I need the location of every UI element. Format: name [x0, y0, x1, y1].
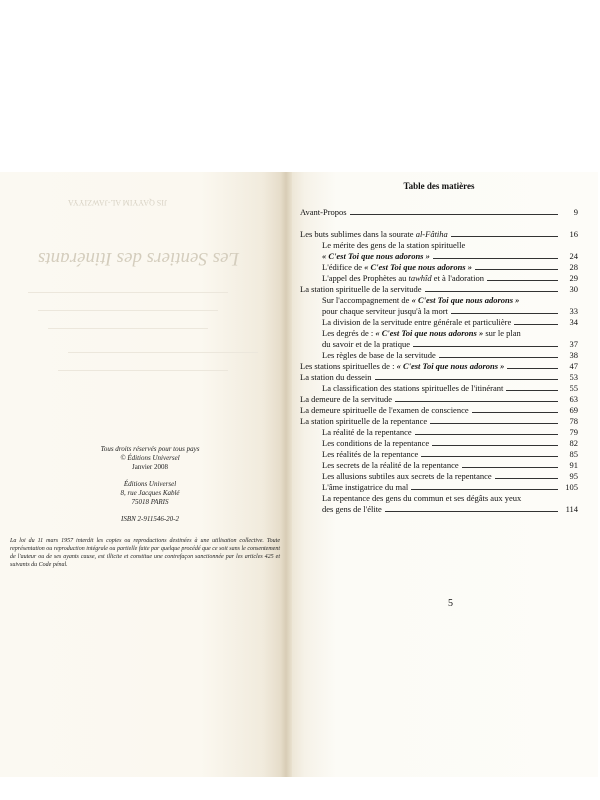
toc-leader	[495, 478, 558, 479]
toc-leader	[413, 346, 558, 347]
toc-entry-title	[300, 339, 410, 349]
toc-text: La station spirituelle de la repentance	[300, 416, 428, 426]
toc-entry[interactable]	[300, 327, 578, 338]
toc-leader	[507, 368, 558, 369]
toc-entry-title	[300, 284, 422, 294]
toc-entry[interactable]	[300, 459, 578, 470]
toc-page-number: 30	[569, 284, 578, 294]
toc-leader	[375, 379, 558, 380]
toc-entry-title	[300, 471, 492, 481]
toc-entry-title	[300, 229, 448, 239]
copyright-line: Éditions Universel	[123, 480, 177, 488]
toc-text: du savoir et de la pratique	[322, 339, 411, 349]
toc-quote: « C'est Toi que nous adorons »	[411, 295, 520, 305]
toc-entry-title	[300, 207, 347, 217]
copyright-line: 75018 PARIS	[131, 498, 169, 506]
toc-page-number: 9	[573, 207, 578, 217]
toc-text: L'édifice de	[322, 262, 365, 272]
toc-leader	[439, 357, 558, 358]
toc-entry-title	[300, 273, 484, 283]
toc-entry-title	[300, 295, 519, 305]
toc-leader	[451, 313, 558, 314]
toc-entry-title	[300, 262, 472, 272]
toc-leader	[451, 236, 558, 237]
toc-entry[interactable]	[300, 481, 578, 492]
toc-entry[interactable]	[300, 492, 578, 503]
toc-entry-title	[300, 240, 465, 250]
toc-entry-title	[300, 482, 408, 492]
toc-leader	[433, 258, 558, 259]
toc-text: La classification des stations spirituelles de l'itinérant	[322, 383, 504, 393]
toc-quote: « C'est Toi que nous adorons »	[396, 361, 505, 371]
toc-page-number: 91	[569, 460, 578, 470]
ghost-series: JIS QAYYIM AL-JAWZIYYA	[68, 198, 168, 207]
toc-heading: Table des matières	[403, 181, 475, 191]
toc-leader	[430, 423, 558, 424]
toc-page-number: 79	[569, 427, 578, 437]
toc-page-number: 114	[565, 504, 578, 514]
toc-entry[interactable]	[300, 261, 578, 272]
toc-text: pour chaque serviteur jusqu'à la mort	[322, 306, 448, 316]
toc-page-number: 24	[569, 251, 578, 261]
toc-leader	[385, 511, 558, 512]
book-gutter	[280, 172, 292, 777]
toc-text: Sur l'accompagnement de	[322, 295, 412, 305]
law-notice: La loi du 11 mars 1957 interdit les copies ou reproductions destinées à une utilisation collective. Toute représentation ou reproduction intégrale ou partielle faite par quelque procédé que ce soit sans le consentement de l'auteur ou de ses ayants cause, est illicite et constitue une contrefaçon sanctionnée par les articles 425 et suivants du Code pénal.	[10, 538, 280, 568]
toc-leader	[475, 269, 558, 270]
toc-page-number: 28	[569, 262, 578, 272]
copyright-line: © Éditions Universel	[120, 454, 180, 462]
toc-entry-title	[300, 350, 436, 360]
toc-entry[interactable]	[300, 470, 578, 481]
copyright-line: 8, rue Jacques Kablé	[120, 489, 180, 497]
copyright-line: ISBN 2-911546-20-2	[121, 515, 179, 523]
toc-entry-title	[300, 460, 459, 470]
toc-page-number: 34	[569, 317, 578, 327]
toc-entry[interactable]	[300, 503, 578, 514]
toc-entry-title	[300, 438, 429, 448]
toc-entry-title	[300, 493, 521, 503]
show-through-text	[8, 192, 278, 422]
toc-page-number: 63	[569, 394, 578, 404]
toc-entry[interactable]	[300, 239, 578, 250]
toc-text: Les allusions subtiles aux secrets de la repentance	[322, 471, 492, 481]
toc-entry[interactable]	[300, 305, 578, 316]
toc-entry[interactable]	[300, 316, 578, 327]
toc-quote: « C'est Toi que nous adorons »	[322, 251, 430, 261]
copyright-block	[20, 445, 280, 524]
toc-entry-title	[300, 306, 448, 316]
toc-entry[interactable]	[300, 283, 578, 294]
toc-text: et à l'adoration	[431, 273, 484, 283]
toc-text: La repentance des gens du commun et ses dégâts aux yeux	[322, 493, 522, 503]
toc-entry[interactable]	[300, 426, 578, 437]
toc-page-number: 55	[569, 383, 578, 393]
toc-entry-title	[300, 416, 427, 426]
toc-entry-title	[300, 372, 372, 382]
table-of-contents	[300, 178, 578, 514]
toc-page-number: 38	[569, 350, 578, 360]
toc-page-number: 78	[569, 416, 578, 426]
toc-leader	[506, 390, 558, 391]
toc-entry-title	[300, 251, 430, 261]
toc-page-number: 47	[569, 361, 578, 371]
toc-page-number: 29	[569, 273, 578, 283]
toc-leader	[487, 280, 558, 281]
toc-entry-title	[300, 394, 392, 404]
toc-page-number: 33	[569, 306, 578, 316]
toc-text: Les règles de base de la servitude	[322, 350, 436, 360]
toc-leader	[472, 412, 558, 413]
toc-quote: « C'est Toi que nous adorons »	[375, 328, 484, 338]
copyright-line	[20, 472, 280, 480]
toc-entry[interactable]	[300, 448, 578, 459]
toc-entry[interactable]	[300, 393, 578, 404]
toc-text: La division de la servitude entre générale et particulière	[322, 317, 512, 327]
toc-leader	[432, 445, 558, 446]
toc-page-number: 37	[569, 339, 578, 349]
toc-page-number: 85	[569, 449, 578, 459]
copyright-line	[20, 507, 280, 515]
toc-page-number: 82	[569, 438, 578, 448]
page-number: 5	[448, 598, 453, 609]
toc-leader	[462, 467, 558, 468]
toc-text: al-Fâtiha	[415, 229, 448, 239]
toc-entry[interactable]	[300, 437, 578, 448]
copyright-line: Tous droits réservés pour tous pays	[100, 445, 200, 453]
toc-entry-title	[300, 405, 469, 415]
toc-entry[interactable]	[300, 228, 578, 239]
toc-entry[interactable]	[300, 360, 578, 371]
toc-page-number: 105	[565, 482, 578, 492]
toc-text: sur le plan	[483, 328, 521, 338]
toc-leader	[350, 214, 558, 215]
toc-entry[interactable]	[300, 338, 578, 349]
toc-text: L'âme instigatrice du mal	[322, 482, 409, 492]
toc-entry-title	[300, 504, 382, 514]
toc-text: La station spirituelle de la servitude	[300, 284, 422, 294]
toc-page-number: 69	[569, 405, 578, 415]
toc-text: L'appel des Prophètes au	[322, 273, 409, 283]
toc-leader	[421, 456, 558, 457]
toc-leader	[425, 291, 558, 292]
toc-page-number: 53	[569, 372, 578, 382]
toc-leader	[514, 324, 558, 325]
toc-text: Les degrés de :	[322, 328, 376, 338]
toc-text: La station du dessein	[300, 372, 372, 382]
toc-entry[interactable]	[300, 415, 578, 426]
toc-entry-title	[300, 361, 504, 371]
toc-quote: « C'est Toi que nous adorons »	[364, 262, 472, 272]
toc-text: La réalité de la repentance	[322, 427, 412, 437]
toc-list	[300, 206, 578, 514]
toc-text: Avant-Propos	[300, 207, 347, 217]
toc-entry[interactable]	[300, 371, 578, 382]
toc-entry-title	[300, 449, 418, 459]
toc-entry[interactable]	[300, 272, 578, 283]
toc-page-number: 16	[569, 229, 578, 239]
toc-text: tawhîd	[408, 273, 432, 283]
toc-entry[interactable]	[300, 250, 578, 261]
toc-entry-title	[300, 317, 511, 327]
toc-entry[interactable]	[300, 404, 578, 415]
toc-entry[interactable]	[300, 294, 578, 305]
toc-leader	[395, 401, 558, 402]
toc-text: La demeure de la servitude	[300, 394, 393, 404]
copyright-line: Janvier 2008	[132, 463, 168, 471]
toc-text: Les conditions de la repentance	[322, 438, 430, 448]
toc-entry[interactable]	[300, 206, 578, 217]
toc-entry[interactable]	[300, 349, 578, 360]
ghost-title: Les Sentiers des Itinérants	[38, 248, 240, 269]
toc-text: Les buts sublimes dans la sourate	[300, 229, 416, 239]
toc-entry-title	[300, 383, 503, 393]
toc-text: La demeure spirituelle de l'examen de conscience	[300, 405, 469, 415]
toc-text: Les réalités de la repentance	[322, 449, 419, 459]
toc-text: des gens de l'élite	[322, 504, 382, 514]
toc-page-number: 95	[569, 471, 578, 481]
toc-leader	[415, 434, 558, 435]
toc-text: Le mérite des gens de la station spirituelle	[322, 240, 466, 250]
toc-entry-title	[300, 427, 412, 437]
toc-text: Les secrets de la réalité de la repentance	[322, 460, 459, 470]
toc-entry[interactable]	[300, 382, 578, 393]
toc-leader	[411, 489, 558, 490]
toc-text: Les stations spirituelles de :	[300, 361, 397, 371]
toc-entry-title	[300, 328, 521, 338]
